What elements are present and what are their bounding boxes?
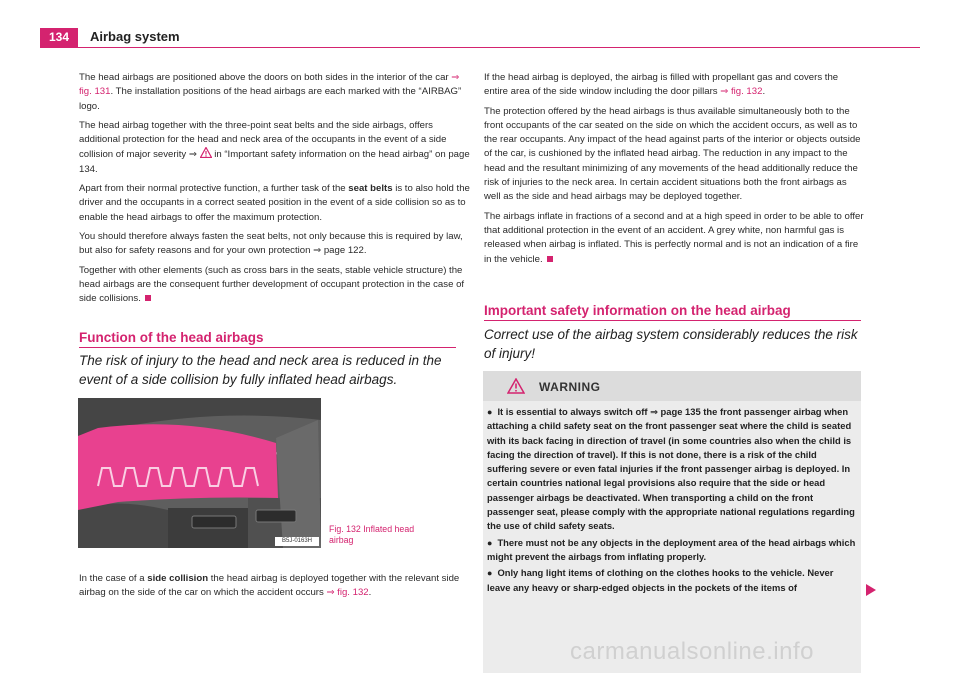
section-subtitle: The risk of injury to the head and neck area is reduced in the event of a side collision by fully inflated head airbags. [79, 353, 442, 387]
paragraph: Apart from their normal protective function, a further task of the seat belts is to also hold the driver and the occupants in a correct seated position in the event of a side collision so as to enable the head airbags to offer the maximum protection. [79, 183, 470, 223]
figure-link[interactable]: ⇒ fig. 132 [720, 86, 763, 98]
section-end-marker [145, 295, 151, 301]
paragraph: The airbags inflate in fractions of a second and at a high speed in order to be able to offer that additional protection in the event of an accident. A grey white, non harmful gas is released when airbag is inflated. This is perfectly normal and is not an indication of a fire in the vehicle. [484, 210, 864, 265]
paragraph: You should therefore always fasten the seat belts, not only because this is required by law, but also for safety reasons and for your own protection ⇒ page 122. [79, 230, 463, 257]
header-rule [40, 47, 920, 48]
warning-item: ● There must not be any objects in the deployment area of the head airbags which might prevent the airbags from inflating properly. [487, 536, 856, 562]
paragraph: The head airbag together with the three-point seat belts and the side airbags, offers additional protection for the head and neck area of the occupants in the event of a side collision of major severity ⇒ in “Important safety information on the head airbag” on page 134. [79, 119, 470, 175]
warning-body [487, 405, 859, 597]
warning-item: ● It is essential to always switch off ⇒ page 135 the front passenger airbag when attaching a child safety seat on the front passenger seat where the child is seated with its back facing in direction of travel (in some countries also when the child is facing the direction of travel). If this is not done, there is a risk of the child suffering severe or even fatal injuries if the front passenger airbag is deployed. In certain countries national legal provisions also require that the side or head passenger airbags be deactivated. When transporting a child on the front passenger seat, please comply with the appropriate national regulations regarding the use of child safety seats. [487, 406, 855, 532]
section-rule [79, 347, 456, 348]
left-column-intro [79, 71, 472, 311]
paragraph: The head airbags are positioned above the doors on both sides in the interior of the car ⇒ fig. 131. The installation positions of the head airbags are each marked with the “AIRBAG” logo. [79, 72, 462, 112]
paragraph: If the head airbag is deployed, the airbag is filled with propellant gas and covers the entire area of the side window including the door pillars ⇒ fig. 132. [484, 72, 839, 98]
warning-box [483, 371, 861, 673]
paragraph: The protection offered by the head airbags is thus available simultaneously both to the front occupants of the car seated on the side on which the accident occurs, as well as to the rear occupants. Any impact of the head against parts of the interior or objects outside of the car, is cushioned by the inflated head airbag. The reduction in any impact to the head and the resultant minimizing of any movements of the head additionally reduce the risk of injuries to the neck area. In certain accident situations both the front airbags as well as the side and head airbags may be deployed together. [484, 105, 861, 203]
section-title: Important safety information on the head airbag [484, 303, 791, 318]
figure-caption: Fig. 132 Inflated head airbag [329, 524, 415, 545]
page-number: 134 [48, 30, 70, 44]
bullet-icon: ● [487, 537, 493, 548]
page-title: Airbag system [90, 29, 180, 44]
warning-title: WARNING [539, 380, 601, 394]
paragraph: In the case of a side collision the head airbag is deployed together with the relevant side airbag on the side of the car on which the accident occurs ⇒ fig. 132. [79, 573, 460, 599]
warning-triangle-icon [507, 378, 525, 394]
continue-arrow-icon [866, 584, 876, 596]
figure-link[interactable]: ⇒ fig. 131 [79, 72, 460, 98]
airbag-illustration [78, 398, 321, 548]
bullet-icon: ● [487, 407, 493, 417]
left-column-bottom [79, 572, 472, 606]
figure-inflated-head-airbag [78, 398, 321, 548]
right-column-intro [484, 71, 864, 272]
watermark: carmanualsonline.info [570, 638, 814, 665]
warning-header [483, 371, 861, 401]
bullet-icon: ● [487, 568, 493, 579]
section-subtitle: Correct use of the airbag system considerably reduces the risk of injury! [484, 327, 858, 361]
warning-triangle-icon [200, 147, 212, 158]
figure-code: B5J-0163H [281, 538, 313, 544]
section-rule [484, 320, 861, 321]
paragraph: Together with other elements (such as cross bars in the seats, stable vehicle structure) the head airbags are the consequent further development of occupant protection in the case of side collisions. [79, 264, 465, 305]
section-title: Function of the head airbags [79, 330, 264, 345]
section-end-marker [547, 256, 553, 262]
figure-link[interactable]: ⇒ fig. 132 [326, 587, 369, 599]
warning-item: ● Only hang light items of clothing on the clothes hooks to the vehicle. Never leave any heavy or sharp-edged objects in the pockets of the items of [487, 567, 834, 593]
